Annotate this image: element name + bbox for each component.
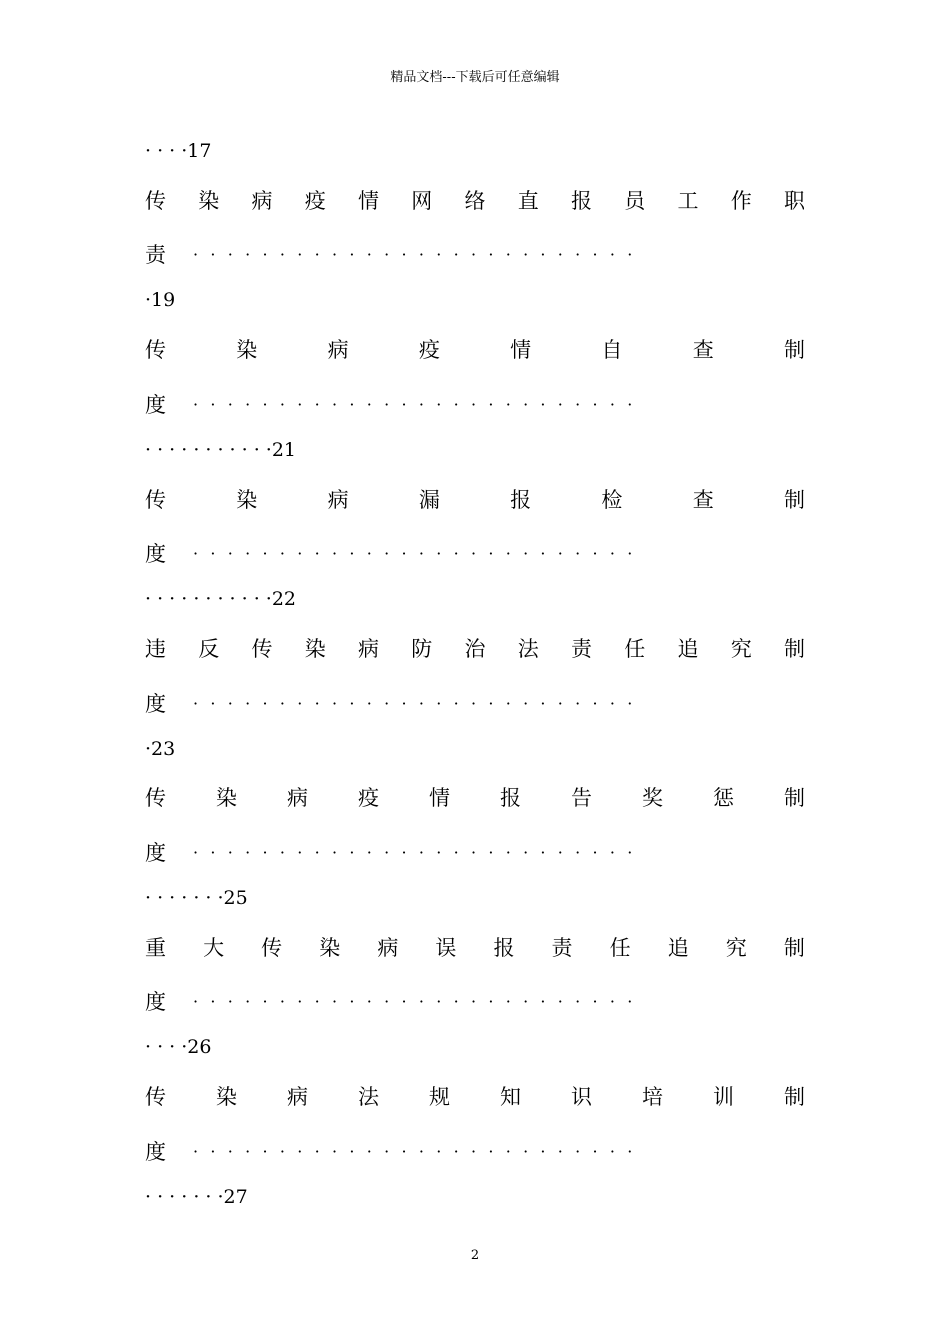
toc-title-char: 情 <box>358 188 379 213</box>
toc-title-char: 治 <box>464 636 486 661</box>
table-of-contents <box>145 131 805 1227</box>
toc-title-char: 制 <box>783 935 805 960</box>
toc-title-char: 法 <box>517 636 539 661</box>
toc-title-char: 惩 <box>713 786 734 811</box>
toc-title-char: 染 <box>304 636 326 661</box>
toc-title-char: 疫 <box>418 338 440 363</box>
toc-dot-leader: · · · · · · · · · · · · · · · · · · · · · · · · · · <box>193 1141 636 1161</box>
toc-page-line: · · · · · · ·27 <box>145 1185 248 1208</box>
toc-title-char: 法 <box>358 1085 379 1110</box>
toc-title-char: 责 <box>551 935 573 960</box>
toc-title-char: 传 <box>145 188 166 213</box>
toc-wrap-char: 度 <box>145 542 166 567</box>
toc-title-char: 知 <box>500 1085 521 1110</box>
toc-title-char: 反 <box>198 636 220 661</box>
toc-entry-leader <box>145 828 805 878</box>
toc-title-char: 识 <box>571 1085 592 1110</box>
toc-page-line: · · · · · · · · · · ·21 <box>145 438 297 461</box>
toc-entry-title <box>145 928 805 978</box>
toc-title-char: 职 <box>784 188 805 213</box>
toc-entry-title <box>145 778 805 828</box>
toc-wrap-char: 度 <box>145 1139 166 1164</box>
toc-title-char: 误 <box>435 935 457 960</box>
toc-title-char: 染 <box>198 188 220 213</box>
toc-title-char: 培 <box>642 1085 663 1110</box>
toc-title-char: 报 <box>571 188 592 213</box>
toc-title-char: 病 <box>358 636 379 661</box>
toc-title-char: 追 <box>667 935 689 960</box>
toc-title-char: 传 <box>251 636 273 661</box>
toc-entry-leader <box>145 231 805 281</box>
toc-wrap-char: 度 <box>145 691 166 716</box>
toc-dot-leader: · · · · · · · · · · · · · · · · · · · · · · · · · · <box>193 544 636 564</box>
toc-title-char: 染 <box>319 935 341 960</box>
toc-title-char: 报 <box>510 487 532 512</box>
toc-wrap-char: 度 <box>145 841 166 866</box>
toc-title-char: 网 <box>411 188 433 213</box>
toc-title-char: 制 <box>783 487 805 512</box>
toc-title-char: 员 <box>624 188 646 213</box>
toc-title-char: 传 <box>145 487 166 512</box>
toc-title-char: 直 <box>517 188 539 213</box>
toc-dot-leader: · · · · · · · · · · · · · · · · · · · · · · · · · · <box>193 843 636 863</box>
toc-title-char: 制 <box>783 338 805 363</box>
toc-title-char: 告 <box>571 786 592 811</box>
toc-title-char: 传 <box>145 786 166 811</box>
toc-wrap-char: 度 <box>145 392 166 417</box>
toc-dot-leader: · · · · · · · · · · · · · · · · · · · · · · · · · · <box>193 245 636 265</box>
toc-page-line: ·19 <box>145 289 176 312</box>
toc-title-char: 重 <box>145 935 166 960</box>
toc-wrap-char: 度 <box>145 990 166 1015</box>
toc-title-char: 传 <box>261 935 283 960</box>
toc-entry-title <box>145 1077 805 1127</box>
toc-entry-leader <box>145 529 805 579</box>
toc-dot-leader: · · · · · · · · · · · · · · · · · · · · · · · · · · <box>193 693 636 713</box>
toc-title-char: 规 <box>429 1085 450 1110</box>
toc-title-char: 责 <box>571 636 592 661</box>
toc-title-char: 自 <box>601 338 623 363</box>
toc-entry-leader <box>145 978 805 1028</box>
toc-title-char: 传 <box>145 1085 166 1110</box>
toc-title-char: 情 <box>510 338 532 363</box>
toc-title-char: 大 <box>203 935 225 960</box>
toc-title-char: 传 <box>145 338 166 363</box>
toc-title-char: 检 <box>601 487 623 512</box>
toc-page-line: · · · ·17 <box>145 140 212 162</box>
toc-page-line: · · · · · · · · · · ·22 <box>145 588 297 611</box>
toc-title-char: 工 <box>677 188 699 213</box>
toc-title-char: 病 <box>287 1085 308 1110</box>
toc-entry-leader <box>145 380 805 430</box>
toc-title-char: 报 <box>493 935 515 960</box>
toc-title-char: 染 <box>216 1085 237 1110</box>
toc-wrap-char: 责 <box>145 243 166 268</box>
toc-title-char: 疫 <box>358 786 379 811</box>
toc-title-char: 任 <box>609 935 631 960</box>
toc-entry-title <box>145 181 805 231</box>
toc-title-char: 漏 <box>418 487 440 512</box>
toc-title-char: 病 <box>327 487 349 512</box>
toc-title-char: 任 <box>624 636 646 661</box>
toc-dot-leader: · · · · · · · · · · · · · · · · · · · · · · · · · · <box>193 394 636 414</box>
toc-title-char: 查 <box>692 487 714 512</box>
toc-title-char: 疫 <box>304 188 326 213</box>
toc-title-char: 病 <box>287 786 308 811</box>
toc-title-char: 究 <box>725 935 747 960</box>
toc-entry-title <box>145 629 805 679</box>
toc-title-char: 作 <box>730 188 752 213</box>
toc-title-char: 病 <box>377 935 399 960</box>
toc-title-char: 报 <box>500 786 521 811</box>
toc-dot-leader: · · · · · · · · · · · · · · · · · · · · · · · · · · <box>193 992 636 1012</box>
toc-title-char: 染 <box>216 786 237 811</box>
page-number: 2 <box>470 1248 480 1263</box>
toc-title-char: 训 <box>713 1085 734 1110</box>
toc-entry-leader <box>145 679 805 729</box>
toc-title-char: 查 <box>692 338 714 363</box>
toc-title-char: 情 <box>429 786 450 811</box>
toc-title-char: 究 <box>730 636 752 661</box>
toc-entry-leader <box>145 1127 805 1177</box>
toc-page-line: ·23 <box>145 737 176 760</box>
toc-page-line: · · · ·26 <box>145 1036 212 1059</box>
toc-title-char: 染 <box>236 338 258 363</box>
toc-title-char: 制 <box>784 1085 805 1110</box>
page-header: 精品文档---下载后可任意编辑 <box>390 70 560 85</box>
toc-title-char: 络 <box>464 188 486 213</box>
toc-title-char: 违 <box>145 636 166 661</box>
toc-title-char: 病 <box>251 188 273 213</box>
toc-title-char: 追 <box>677 636 699 661</box>
toc-entry-title <box>145 480 805 530</box>
toc-title-char: 病 <box>327 338 349 363</box>
toc-entry-title <box>145 330 805 380</box>
toc-title-char: 制 <box>784 636 805 661</box>
toc-title-char: 制 <box>784 786 805 811</box>
toc-title-char: 奖 <box>642 786 663 811</box>
toc-page-line: · · · · · · ·25 <box>145 886 248 909</box>
toc-title-char: 染 <box>236 487 258 512</box>
toc-title-char: 防 <box>411 636 433 661</box>
